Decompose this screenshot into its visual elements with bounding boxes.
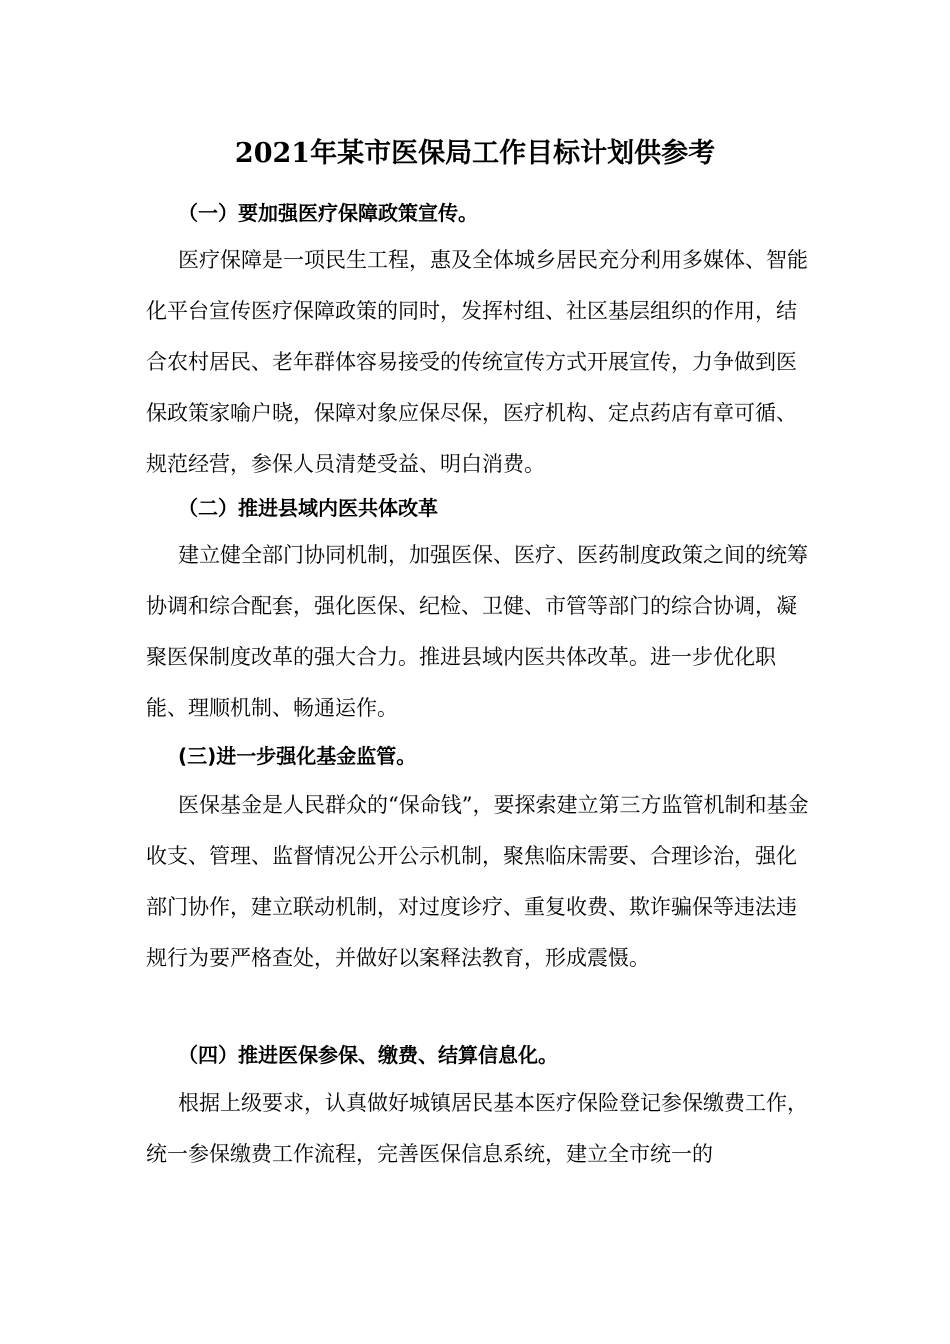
section-2-heading: （二）推进县域内医共体改革 [178,496,438,520]
section-2-body: 建立健全部门协同机制，加强医保、医疗、医药制度政策之间的统筹协调和综合配套，强化医保、纪检、卫健、市管等部门的综合协调，凝聚医保制度改革的强大合力。推进县域内医共体改革。进一步优化职能、理顺机制、畅通运作。 [146,543,808,720]
document-title: 2021年某市医保局工作目标计划供参考 [234,138,716,169]
section-3-heading: (三)进一步强化基金监管。 [178,744,417,768]
section-4-body: 根据上级要求，认真做好城镇居民基本医疗保险登记参保缴费工作，统一参保缴费工作流程，完善医保信息系统，建立全市统一的 [146,1091,808,1166]
section-4-heading: （四）推进医保参保、缴费、结算信息化。 [178,1043,558,1067]
section-3-body: 医保基金是人民群众的“保命钱”，要探索建立第三方监管机制和基金收支、管理、监督情况公开公示机制，聚焦临床需要、合理诊治，强化部门协作，建立联动机制，对过度诊疗、重复收费、欺诈骗保等违法违规行为要严格查处，并做好以案释法教育，形成震慑。 [146,793,809,970]
section-1-heading: （一）要加强医疗保障政策宣传。 [178,201,478,225]
section-1-body: 医疗保障是一项民生工程，惠及全体城乡居民充分利用多媒体、智能化平台宣传医疗保障政策的同时，发挥村组、社区基层组织的作用，结合农村居民、老年群体容易接受的传统宣传方式开展宣传，力争做到医保政策家喻户晓，保障对象应保尽保，医疗机构、定点药店有章可循、规范经营，参保人员清楚受益、明白消费。 [146,248,808,476]
